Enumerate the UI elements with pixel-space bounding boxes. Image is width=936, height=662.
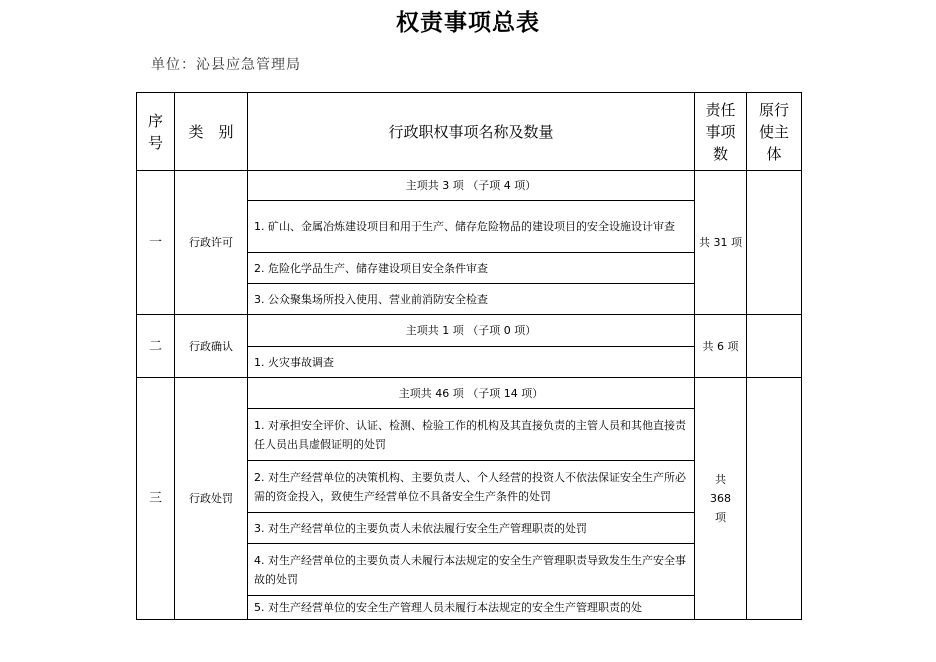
authority-table xyxy=(136,92,802,620)
header-items: 行政职权事项名称及数量 xyxy=(248,93,695,171)
section-body xyxy=(747,378,802,620)
header-body: 原行使主体 xyxy=(747,93,802,171)
section-seq: 三 xyxy=(137,378,175,620)
section-count: 共 31 项 xyxy=(695,171,747,315)
list-item: 1. 矿山、金属冶炼建设项目和用于生产、储存危险物品的建设项目的安全设施设计审查 xyxy=(248,201,695,253)
section-body xyxy=(747,171,802,315)
header-row xyxy=(137,93,802,171)
section-count xyxy=(695,378,747,620)
section-summary: 主项共 46 项 （子项 14 项） xyxy=(248,378,695,409)
section-count-text: 共 368 项 xyxy=(710,473,731,524)
section-seq: 一 xyxy=(137,171,175,315)
section-category: 行政确认 xyxy=(175,315,248,378)
list-item: 3. 公众聚集场所投入使用、营业前消防安全检查 xyxy=(248,284,695,315)
page-title: 权责事项总表 xyxy=(396,10,540,36)
header-seq: 序号 xyxy=(137,93,175,171)
section-summary: 主项共 3 项 （子项 4 项） xyxy=(248,171,695,201)
section-count: 共 6 项 xyxy=(695,315,747,378)
section-body xyxy=(747,315,802,378)
table-row xyxy=(137,315,802,347)
list-item: 2. 危险化学品生产、储存建设项目安全条件审查 xyxy=(248,253,695,284)
list-item: 3. 对生产经营单位的主要负责人未依法履行安全生产管理职责的处罚 xyxy=(248,513,695,544)
section-category: 行政处罚 xyxy=(175,378,248,620)
table-row xyxy=(137,378,802,409)
list-item: 1. 对承担安全评价、认证、检测、检验工作的机构及其直接负责的主管人员和其他直接责任人员出具虚假证明的处罚 xyxy=(248,409,695,461)
table-row xyxy=(137,171,802,201)
unit-label: 单位：沁县应急管理局 xyxy=(151,57,301,73)
header-count: 责任事项数 xyxy=(695,93,747,171)
list-item: 5. 对生产经营单位的安全生产管理人员未履行本法规定的安全生产管理职责的处 xyxy=(248,596,695,620)
section-category: 行政许可 xyxy=(175,171,248,315)
section-summary: 主项共 1 项 （子项 0 项） xyxy=(248,315,695,347)
header-category: 类 别 xyxy=(175,93,248,171)
list-item: 4. 对生产经营单位的主要负责人未履行本法规定的安全生产管理职责导致发生生产安全事故的处罚 xyxy=(248,544,695,596)
list-item: 2. 对生产经营单位的决策机构、主要负责人、个人经营的投资人不依法保证安全生产所必需的资金投入，致使生产经营单位不具备安全生产条件的处罚 xyxy=(248,461,695,513)
section-seq: 二 xyxy=(137,315,175,378)
list-item: 1. 火灾事故调查 xyxy=(248,347,695,378)
